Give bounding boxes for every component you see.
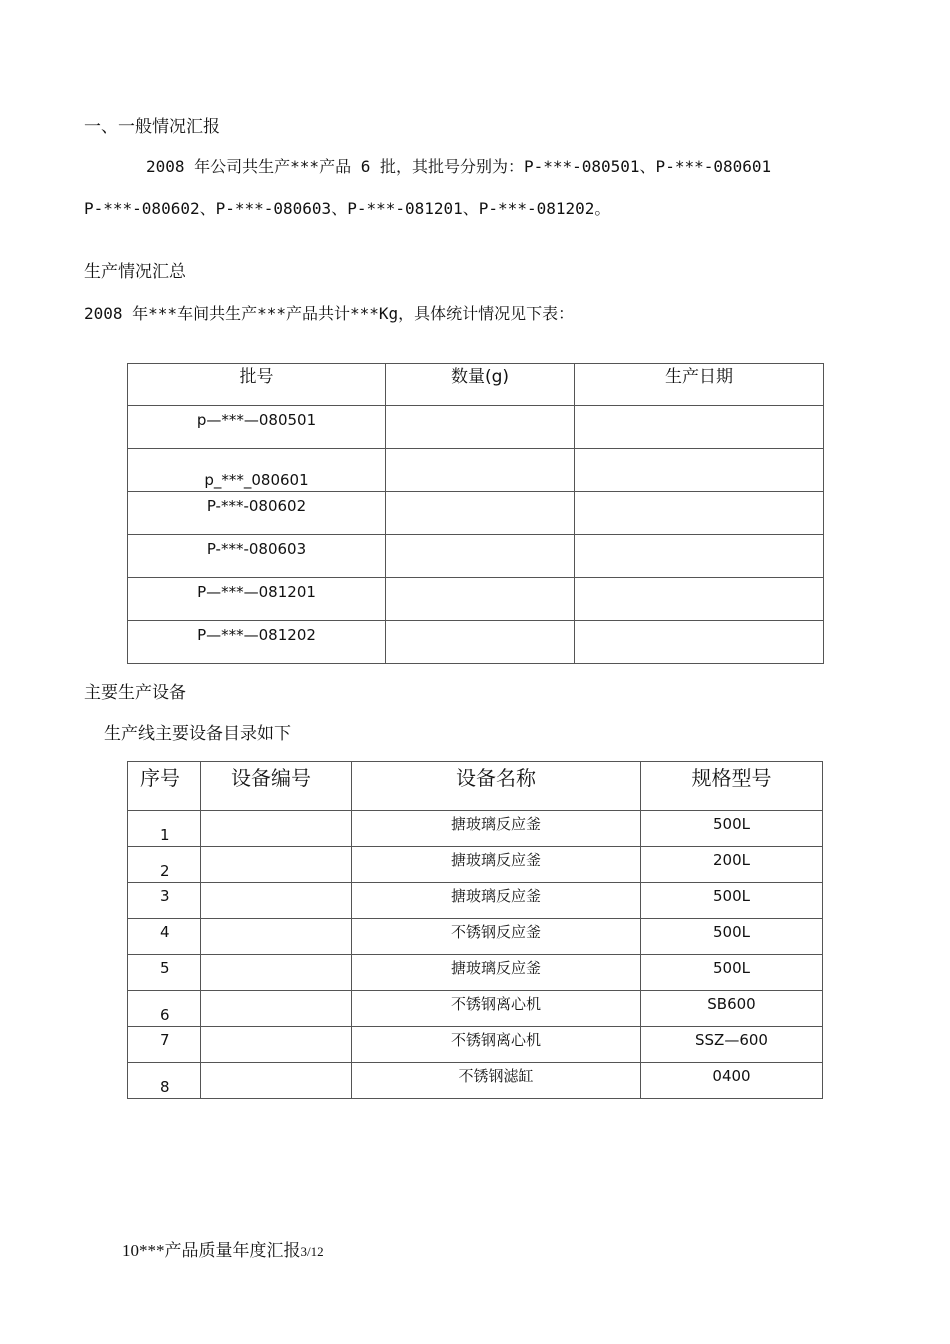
equipment-name-cell: 搪玻璃反应釜: [352, 883, 641, 919]
equipment-name-cell: 搪玻璃反应釜: [352, 955, 641, 991]
row-number: 1: [128, 811, 201, 847]
table-row: [128, 621, 824, 664]
column-header-spec: 规格型号: [641, 762, 823, 811]
batch-cell: P-***-080603: [128, 535, 386, 578]
column-header-batch: 批号: [128, 364, 386, 406]
production-table: [127, 363, 824, 664]
column-header-no: 序号: [128, 762, 201, 811]
table-row: [128, 955, 823, 991]
page-footer: [122, 1236, 324, 1261]
table-row: [128, 406, 824, 449]
table-row: [128, 535, 824, 578]
date-cell: [575, 406, 824, 449]
equipment-spec-cell: 0400: [641, 1063, 823, 1099]
equipment-name-cell: 不锈钢反应釜: [352, 919, 641, 955]
table-row: [128, 883, 823, 919]
summary-paragraph-line-2: P-***-080602、P-***-080603、P-***-081201、P-***-081202。: [84, 199, 611, 218]
batch-cell: p—***—080501: [128, 406, 386, 449]
equipment-code-cell: [201, 955, 352, 991]
date-cell: [575, 621, 824, 664]
equipment-spec-cell: SB600: [641, 991, 823, 1027]
equipment-heading: 主要生产设备: [84, 683, 186, 703]
date-cell: [575, 492, 824, 535]
table-header-row: [128, 364, 824, 406]
quantity-cell: [386, 492, 575, 535]
equipment-code-cell: [201, 919, 352, 955]
table-row: [128, 1027, 823, 1063]
equipment-spec-cell: 500L: [641, 811, 823, 847]
column-header-quantity: 数量(g): [386, 364, 575, 406]
date-cell: [575, 535, 824, 578]
column-header-name: 设备名称: [352, 762, 641, 811]
production-intro: 2008 年***车间共生产***产品共计***Kg，具体统计情况见下表：: [84, 304, 575, 323]
row-number: 6: [128, 991, 201, 1027]
equipment-name-cell: 搪玻璃反应釜: [352, 847, 641, 883]
equipment-code-cell: [201, 811, 352, 847]
footer-title: 10***产品质量年度汇报: [122, 1241, 301, 1260]
equipment-code-cell: [201, 883, 352, 919]
batch-cell: P—***—081202: [128, 621, 386, 664]
quantity-cell: [386, 578, 575, 621]
row-number: 2: [128, 847, 201, 883]
production-heading: 生产情况汇总: [84, 262, 186, 282]
row-number: 7: [128, 1027, 201, 1063]
table-row: [128, 811, 823, 847]
date-cell: [575, 578, 824, 621]
equipment-spec-cell: SSZ—600: [641, 1027, 823, 1063]
equipment-spec-cell: 500L: [641, 919, 823, 955]
table-row: [128, 847, 823, 883]
table-row: [128, 1063, 823, 1099]
quantity-cell: [386, 449, 575, 492]
equipment-code-cell: [201, 1027, 352, 1063]
quantity-cell: [386, 406, 575, 449]
table-row: [128, 991, 823, 1027]
table-row: [128, 578, 824, 621]
footer-page-number: 3/12: [300, 1244, 324, 1259]
equipment-name-cell: 搪玻璃反应釜: [352, 811, 641, 847]
summary-paragraph-line-1: 2008 年公司共生产***产品 6 批，其批号分别为：P-***-080501、P-***-080601: [146, 157, 772, 176]
batch-cell: p_***_080601: [128, 449, 386, 492]
section-heading: 一、一般情况汇报: [84, 117, 220, 137]
table-row: [128, 449, 824, 492]
equipment-spec-cell: 500L: [641, 955, 823, 991]
row-number: 8: [128, 1063, 201, 1099]
equipment-name-cell: 不锈钢离心机: [352, 991, 641, 1027]
batch-cell: P—***—081201: [128, 578, 386, 621]
quantity-cell: [386, 535, 575, 578]
row-number: 3: [128, 883, 201, 919]
equipment-code-cell: [201, 991, 352, 1027]
equipment-code-cell: [201, 847, 352, 883]
table-header-row: [128, 762, 823, 811]
date-cell: [575, 449, 824, 492]
row-number: 4: [128, 919, 201, 955]
equipment-spec-cell: 500L: [641, 883, 823, 919]
equipment-intro: 生产线主要设备目录如下: [104, 724, 291, 744]
equipment-name-cell: 不锈钢滤缸: [352, 1063, 641, 1099]
quantity-cell: [386, 621, 575, 664]
equipment-name-cell: 不锈钢离心机: [352, 1027, 641, 1063]
column-header-code: 设备编号: [201, 762, 352, 811]
table-row: [128, 919, 823, 955]
row-number: 5: [128, 955, 201, 991]
table-row: [128, 492, 824, 535]
column-header-date: 生产日期: [575, 364, 824, 406]
equipment-code-cell: [201, 1063, 352, 1099]
batch-cell: P-***-080602: [128, 492, 386, 535]
equipment-spec-cell: 200L: [641, 847, 823, 883]
equipment-table: [127, 761, 823, 1099]
